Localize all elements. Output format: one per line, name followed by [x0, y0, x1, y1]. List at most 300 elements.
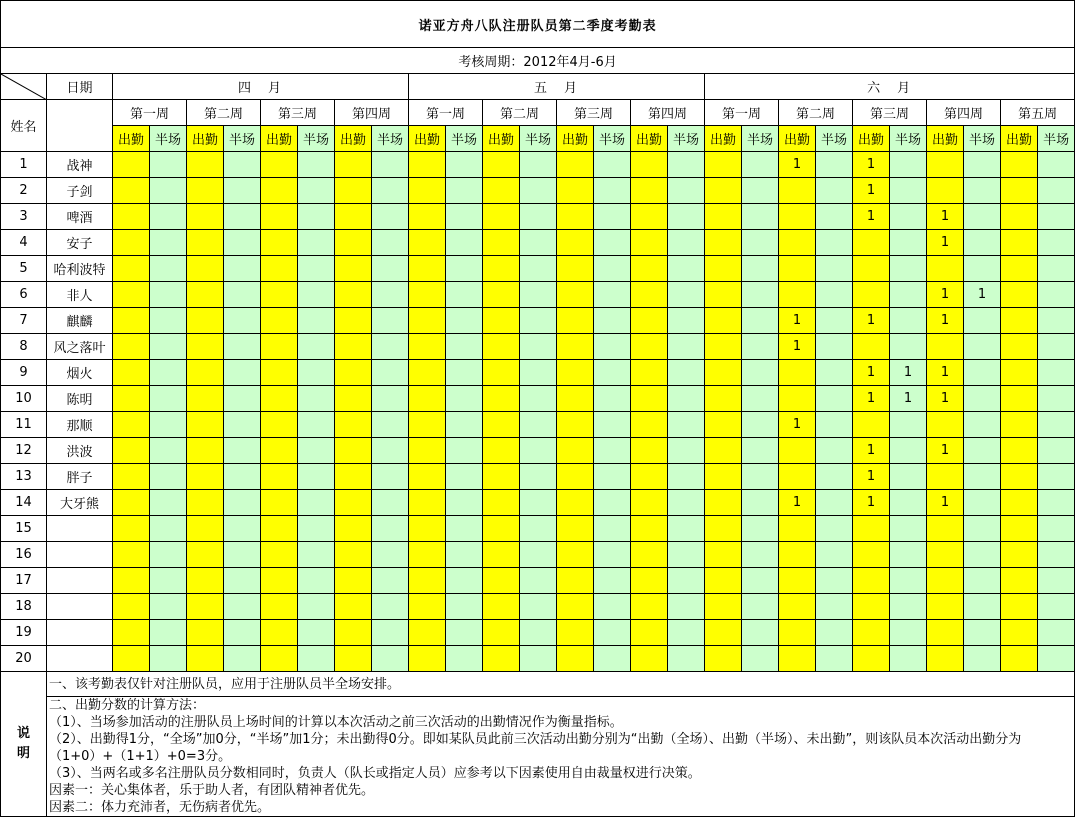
- attend-cell[interactable]: [261, 334, 298, 360]
- half-cell[interactable]: [224, 282, 261, 308]
- half-cell[interactable]: [446, 334, 483, 360]
- attend-cell[interactable]: [483, 334, 520, 360]
- half-column-label[interactable]: 半场: [150, 126, 187, 152]
- half-cell[interactable]: [742, 412, 779, 438]
- half-cell[interactable]: [1038, 594, 1075, 620]
- half-cell[interactable]: [446, 620, 483, 646]
- attend-cell[interactable]: [261, 204, 298, 230]
- attend-cell[interactable]: [409, 308, 446, 334]
- half-cell[interactable]: [520, 152, 557, 178]
- attend-cell[interactable]: [927, 178, 964, 204]
- half-cell[interactable]: [964, 646, 1001, 672]
- half-cell[interactable]: [150, 438, 187, 464]
- half-cell[interactable]: [964, 620, 1001, 646]
- half-cell[interactable]: [520, 178, 557, 204]
- half-cell[interactable]: [668, 256, 705, 282]
- attend-cell[interactable]: [187, 152, 224, 178]
- attend-cell[interactable]: [113, 412, 150, 438]
- half-cell[interactable]: [890, 620, 927, 646]
- half-cell[interactable]: [594, 256, 631, 282]
- half-cell[interactable]: [372, 516, 409, 542]
- half-cell[interactable]: [150, 594, 187, 620]
- attend-cell[interactable]: [113, 360, 150, 386]
- attend-cell[interactable]: [631, 152, 668, 178]
- half-cell[interactable]: [594, 568, 631, 594]
- attend-cell[interactable]: [113, 256, 150, 282]
- half-cell[interactable]: [890, 568, 927, 594]
- attend-cell[interactable]: [705, 594, 742, 620]
- attend-cell[interactable]: [335, 646, 372, 672]
- attend-cell[interactable]: [705, 646, 742, 672]
- week-header[interactable]: 第四周: [335, 100, 409, 126]
- half-cell[interactable]: [668, 152, 705, 178]
- half-cell[interactable]: [594, 204, 631, 230]
- attend-cell[interactable]: 1: [853, 360, 890, 386]
- attend-cell[interactable]: [261, 152, 298, 178]
- attend-cell[interactable]: [705, 308, 742, 334]
- attend-cell[interactable]: [779, 542, 816, 568]
- attend-cell[interactable]: [557, 594, 594, 620]
- attend-cell[interactable]: [409, 360, 446, 386]
- row-number[interactable]: 7: [1, 308, 47, 334]
- attend-cell[interactable]: [187, 516, 224, 542]
- half-cell[interactable]: [594, 438, 631, 464]
- attend-cell[interactable]: [853, 646, 890, 672]
- half-cell[interactable]: [816, 646, 853, 672]
- attend-cell[interactable]: [113, 490, 150, 516]
- half-cell[interactable]: [150, 152, 187, 178]
- week-header[interactable]: 第四周: [631, 100, 705, 126]
- note-body[interactable]: [47, 697, 1075, 817]
- attend-cell[interactable]: 1: [779, 490, 816, 516]
- half-cell[interactable]: [816, 620, 853, 646]
- week-header[interactable]: 第一周: [113, 100, 187, 126]
- half-cell[interactable]: [446, 360, 483, 386]
- date-label[interactable]: 日期: [47, 74, 113, 100]
- half-cell[interactable]: [964, 516, 1001, 542]
- half-cell[interactable]: [668, 620, 705, 646]
- attend-cell[interactable]: 1: [927, 282, 964, 308]
- attend-cell[interactable]: [261, 438, 298, 464]
- half-cell[interactable]: [890, 542, 927, 568]
- half-cell[interactable]: [298, 594, 335, 620]
- member-name[interactable]: [47, 568, 113, 594]
- attend-cell[interactable]: [1001, 308, 1038, 334]
- attend-cell[interactable]: [113, 646, 150, 672]
- half-cell[interactable]: [816, 230, 853, 256]
- member-name[interactable]: 陈明: [47, 386, 113, 412]
- half-cell[interactable]: [890, 152, 927, 178]
- attend-cell[interactable]: [187, 334, 224, 360]
- week-header[interactable]: 第五周: [1001, 100, 1075, 126]
- attend-cell[interactable]: [1001, 490, 1038, 516]
- half-cell[interactable]: [520, 256, 557, 282]
- half-cell[interactable]: [298, 282, 335, 308]
- attend-cell[interactable]: [631, 308, 668, 334]
- member-name[interactable]: 风之落叶: [47, 334, 113, 360]
- half-cell[interactable]: [150, 334, 187, 360]
- member-name[interactable]: 安子: [47, 230, 113, 256]
- attend-cell[interactable]: [483, 516, 520, 542]
- half-cell[interactable]: [890, 464, 927, 490]
- half-cell[interactable]: [372, 308, 409, 334]
- row-number[interactable]: 1: [1, 152, 47, 178]
- half-cell[interactable]: [668, 412, 705, 438]
- attend-cell[interactable]: [779, 256, 816, 282]
- half-cell[interactable]: [224, 412, 261, 438]
- attend-cell[interactable]: [483, 620, 520, 646]
- attend-column-label[interactable]: 出勤: [409, 126, 446, 152]
- half-cell[interactable]: [150, 308, 187, 334]
- half-cell[interactable]: [594, 230, 631, 256]
- half-cell[interactable]: [520, 646, 557, 672]
- attend-cell[interactable]: [187, 360, 224, 386]
- half-cell[interactable]: [150, 542, 187, 568]
- attend-cell[interactable]: [557, 360, 594, 386]
- member-name[interactable]: 非人: [47, 282, 113, 308]
- attend-cell[interactable]: [557, 568, 594, 594]
- half-cell[interactable]: [372, 412, 409, 438]
- attend-cell[interactable]: [557, 256, 594, 282]
- half-cell[interactable]: [964, 594, 1001, 620]
- attend-cell[interactable]: 1: [853, 152, 890, 178]
- member-name[interactable]: 烟火: [47, 360, 113, 386]
- attend-cell[interactable]: [631, 204, 668, 230]
- half-cell[interactable]: [298, 230, 335, 256]
- attend-cell[interactable]: [1001, 594, 1038, 620]
- half-cell[interactable]: [816, 256, 853, 282]
- half-cell[interactable]: [742, 386, 779, 412]
- attend-cell[interactable]: [187, 282, 224, 308]
- half-cell[interactable]: [594, 152, 631, 178]
- half-cell[interactable]: [298, 412, 335, 438]
- half-cell[interactable]: [964, 568, 1001, 594]
- attend-cell[interactable]: [779, 230, 816, 256]
- attend-cell[interactable]: [409, 438, 446, 464]
- attend-cell[interactable]: [927, 464, 964, 490]
- half-cell[interactable]: [298, 490, 335, 516]
- attend-cell[interactable]: [1001, 464, 1038, 490]
- attend-cell[interactable]: [483, 464, 520, 490]
- attend-cell[interactable]: 1: [927, 386, 964, 412]
- half-cell[interactable]: [1038, 152, 1075, 178]
- attend-cell[interactable]: [187, 204, 224, 230]
- half-column-label[interactable]: 半场: [1038, 126, 1075, 152]
- half-cell[interactable]: [298, 360, 335, 386]
- attend-cell[interactable]: [1001, 542, 1038, 568]
- week-header[interactable]: 第一周: [409, 100, 483, 126]
- half-cell[interactable]: [224, 542, 261, 568]
- attend-cell[interactable]: [187, 646, 224, 672]
- attend-column-label[interactable]: 出勤: [853, 126, 890, 152]
- attend-cell[interactable]: [113, 568, 150, 594]
- member-name[interactable]: 啤酒: [47, 204, 113, 230]
- half-cell[interactable]: [668, 386, 705, 412]
- half-cell[interactable]: [372, 178, 409, 204]
- attend-cell[interactable]: 1: [927, 308, 964, 334]
- attend-cell[interactable]: [261, 542, 298, 568]
- half-cell[interactable]: [446, 646, 483, 672]
- attend-cell[interactable]: [409, 412, 446, 438]
- attend-cell[interactable]: [335, 386, 372, 412]
- half-cell[interactable]: [520, 360, 557, 386]
- half-cell[interactable]: [668, 178, 705, 204]
- attend-cell[interactable]: [113, 542, 150, 568]
- half-cell[interactable]: [964, 542, 1001, 568]
- attend-cell[interactable]: [705, 438, 742, 464]
- attend-cell[interactable]: [631, 360, 668, 386]
- half-cell[interactable]: [594, 620, 631, 646]
- half-cell[interactable]: [520, 542, 557, 568]
- half-cell[interactable]: [1038, 646, 1075, 672]
- half-cell[interactable]: [446, 256, 483, 282]
- half-cell[interactable]: [224, 152, 261, 178]
- half-cell[interactable]: [964, 152, 1001, 178]
- half-cell[interactable]: [668, 230, 705, 256]
- attend-cell[interactable]: [927, 516, 964, 542]
- half-cell[interactable]: [150, 360, 187, 386]
- attend-cell[interactable]: 1: [927, 438, 964, 464]
- attend-cell[interactable]: [483, 178, 520, 204]
- half-cell[interactable]: [298, 178, 335, 204]
- week-header[interactable]: 第三周: [557, 100, 631, 126]
- attend-cell[interactable]: 1: [927, 230, 964, 256]
- half-cell[interactable]: [1038, 542, 1075, 568]
- half-cell[interactable]: [150, 646, 187, 672]
- half-cell[interactable]: [1038, 620, 1075, 646]
- attend-cell[interactable]: [113, 386, 150, 412]
- attend-cell[interactable]: [853, 412, 890, 438]
- half-cell[interactable]: [372, 594, 409, 620]
- attend-cell[interactable]: [705, 568, 742, 594]
- row-number[interactable]: 8: [1, 334, 47, 360]
- attend-cell[interactable]: [631, 490, 668, 516]
- attend-cell[interactable]: [483, 646, 520, 672]
- attend-cell[interactable]: [631, 594, 668, 620]
- half-cell[interactable]: [150, 282, 187, 308]
- attend-cell[interactable]: [261, 464, 298, 490]
- week-header[interactable]: 第二周: [483, 100, 557, 126]
- attend-cell[interactable]: 1: [927, 490, 964, 516]
- attend-column-label[interactable]: 出勤: [187, 126, 224, 152]
- half-cell[interactable]: [816, 334, 853, 360]
- half-cell[interactable]: [520, 334, 557, 360]
- member-name[interactable]: 胖子: [47, 464, 113, 490]
- row-number[interactable]: 2: [1, 178, 47, 204]
- half-cell[interactable]: [446, 464, 483, 490]
- half-cell[interactable]: [1038, 178, 1075, 204]
- attend-cell[interactable]: [261, 568, 298, 594]
- member-name[interactable]: [47, 646, 113, 672]
- attend-cell[interactable]: [187, 412, 224, 438]
- attend-cell[interactable]: [113, 334, 150, 360]
- attend-cell[interactable]: [113, 620, 150, 646]
- half-cell[interactable]: [1038, 438, 1075, 464]
- blank-header-cell[interactable]: [47, 100, 113, 152]
- attend-cell[interactable]: [335, 152, 372, 178]
- half-cell[interactable]: [668, 490, 705, 516]
- half-cell[interactable]: [1038, 516, 1075, 542]
- attend-cell[interactable]: 1: [853, 204, 890, 230]
- half-cell[interactable]: [890, 204, 927, 230]
- attend-cell[interactable]: [409, 464, 446, 490]
- half-cell[interactable]: [964, 464, 1001, 490]
- half-cell[interactable]: [668, 542, 705, 568]
- half-cell[interactable]: [298, 256, 335, 282]
- attend-cell[interactable]: 1: [927, 204, 964, 230]
- attend-cell[interactable]: [187, 308, 224, 334]
- attend-column-label[interactable]: 出勤: [261, 126, 298, 152]
- half-cell[interactable]: [594, 178, 631, 204]
- half-cell[interactable]: [150, 516, 187, 542]
- attend-cell[interactable]: [483, 230, 520, 256]
- row-number[interactable]: 6: [1, 282, 47, 308]
- half-cell[interactable]: [446, 412, 483, 438]
- attend-cell[interactable]: 1: [779, 308, 816, 334]
- attend-cell[interactable]: [113, 438, 150, 464]
- attend-cell[interactable]: [483, 360, 520, 386]
- row-number[interactable]: 17: [1, 568, 47, 594]
- half-cell[interactable]: [594, 594, 631, 620]
- attend-cell[interactable]: [631, 178, 668, 204]
- half-cell[interactable]: [298, 308, 335, 334]
- row-number[interactable]: 4: [1, 230, 47, 256]
- attend-cell[interactable]: [187, 464, 224, 490]
- half-cell[interactable]: [890, 490, 927, 516]
- half-cell[interactable]: [816, 542, 853, 568]
- half-cell[interactable]: [372, 256, 409, 282]
- row-number[interactable]: 11: [1, 412, 47, 438]
- attend-cell[interactable]: [335, 464, 372, 490]
- half-cell[interactable]: [816, 152, 853, 178]
- attend-cell[interactable]: [557, 412, 594, 438]
- row-number[interactable]: 5: [1, 256, 47, 282]
- half-cell[interactable]: [224, 308, 261, 334]
- half-cell[interactable]: [298, 386, 335, 412]
- attend-cell[interactable]: [779, 646, 816, 672]
- attend-column-label[interactable]: 出勤: [1001, 126, 1038, 152]
- half-cell[interactable]: [594, 412, 631, 438]
- name-label[interactable]: 姓名: [1, 100, 47, 152]
- half-column-label[interactable]: 半场: [890, 126, 927, 152]
- half-cell[interactable]: [372, 438, 409, 464]
- attend-cell[interactable]: [261, 516, 298, 542]
- attend-cell[interactable]: [1001, 282, 1038, 308]
- attend-cell[interactable]: [335, 178, 372, 204]
- half-cell[interactable]: [890, 412, 927, 438]
- row-number[interactable]: 12: [1, 438, 47, 464]
- half-cell[interactable]: [816, 464, 853, 490]
- attend-cell[interactable]: [187, 230, 224, 256]
- attend-cell[interactable]: [705, 412, 742, 438]
- attend-cell[interactable]: [187, 178, 224, 204]
- half-cell[interactable]: [816, 360, 853, 386]
- half-cell[interactable]: [742, 282, 779, 308]
- half-cell[interactable]: [594, 646, 631, 672]
- attend-column-label[interactable]: 出勤: [705, 126, 742, 152]
- week-header[interactable]: 第一周: [705, 100, 779, 126]
- attend-cell[interactable]: [483, 412, 520, 438]
- half-column-label[interactable]: 半场: [594, 126, 631, 152]
- half-cell[interactable]: [890, 256, 927, 282]
- attend-cell[interactable]: [631, 386, 668, 412]
- half-cell[interactable]: [742, 256, 779, 282]
- half-cell[interactable]: [1038, 282, 1075, 308]
- half-cell[interactable]: [224, 178, 261, 204]
- half-cell[interactable]: [890, 646, 927, 672]
- half-cell[interactable]: [816, 568, 853, 594]
- half-cell[interactable]: [668, 334, 705, 360]
- member-name[interactable]: [47, 594, 113, 620]
- attend-cell[interactable]: 1: [927, 360, 964, 386]
- half-cell[interactable]: [224, 438, 261, 464]
- attend-cell[interactable]: [113, 204, 150, 230]
- attend-cell[interactable]: [557, 178, 594, 204]
- attend-cell[interactable]: [705, 230, 742, 256]
- half-cell[interactable]: [446, 282, 483, 308]
- half-cell[interactable]: [298, 646, 335, 672]
- attend-cell[interactable]: [187, 438, 224, 464]
- attend-cell[interactable]: [113, 464, 150, 490]
- member-name[interactable]: 哈利波特: [47, 256, 113, 282]
- attend-cell[interactable]: [853, 282, 890, 308]
- half-cell[interactable]: [224, 386, 261, 412]
- half-cell[interactable]: [594, 334, 631, 360]
- half-cell[interactable]: [964, 386, 1001, 412]
- attend-cell[interactable]: [409, 230, 446, 256]
- half-cell[interactable]: [816, 490, 853, 516]
- attend-cell[interactable]: [335, 516, 372, 542]
- half-cell[interactable]: [668, 282, 705, 308]
- half-cell[interactable]: [668, 594, 705, 620]
- half-cell[interactable]: [964, 178, 1001, 204]
- half-cell[interactable]: [372, 230, 409, 256]
- attend-cell[interactable]: [631, 334, 668, 360]
- half-cell[interactable]: [890, 178, 927, 204]
- row-number[interactable]: 20: [1, 646, 47, 672]
- attend-cell[interactable]: [1001, 516, 1038, 542]
- half-cell[interactable]: [298, 568, 335, 594]
- half-cell[interactable]: [742, 490, 779, 516]
- half-cell[interactable]: [1038, 386, 1075, 412]
- member-name[interactable]: 大牙熊: [47, 490, 113, 516]
- attend-cell[interactable]: [705, 178, 742, 204]
- attend-cell[interactable]: [779, 386, 816, 412]
- attend-cell[interactable]: [409, 594, 446, 620]
- attend-cell[interactable]: [853, 516, 890, 542]
- half-cell[interactable]: [520, 516, 557, 542]
- half-cell[interactable]: [1038, 308, 1075, 334]
- half-cell[interactable]: [816, 282, 853, 308]
- attend-cell[interactable]: 1: [853, 178, 890, 204]
- attend-cell[interactable]: [705, 386, 742, 412]
- half-column-label[interactable]: 半场: [742, 126, 779, 152]
- attend-cell[interactable]: [261, 230, 298, 256]
- half-cell[interactable]: [1038, 334, 1075, 360]
- half-cell[interactable]: [520, 282, 557, 308]
- half-cell[interactable]: [890, 230, 927, 256]
- half-cell[interactable]: [964, 490, 1001, 516]
- attend-cell[interactable]: [261, 620, 298, 646]
- attend-cell[interactable]: [335, 438, 372, 464]
- half-cell[interactable]: [224, 204, 261, 230]
- half-cell[interactable]: 1: [890, 360, 927, 386]
- half-cell[interactable]: [742, 594, 779, 620]
- attend-cell[interactable]: [335, 568, 372, 594]
- attend-cell[interactable]: 1: [779, 152, 816, 178]
- attend-cell[interactable]: [483, 568, 520, 594]
- member-name[interactable]: [47, 542, 113, 568]
